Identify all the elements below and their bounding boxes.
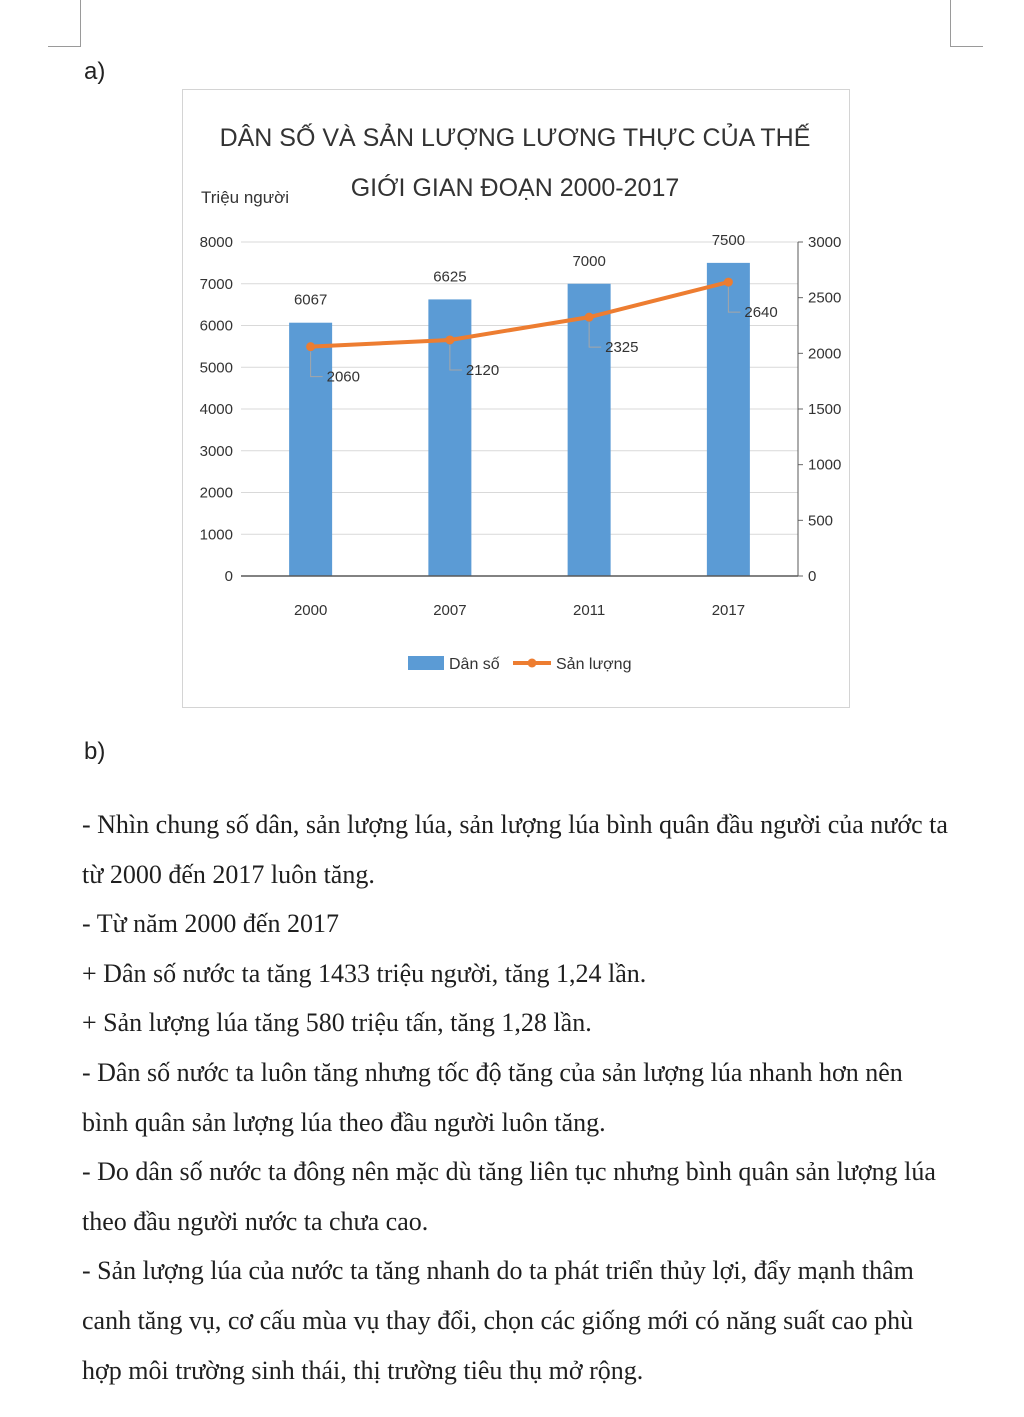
chart-container xyxy=(182,89,850,708)
line-value-label: 2325 xyxy=(605,339,639,357)
y-tick-label: 3000 xyxy=(199,442,233,460)
series-line xyxy=(311,282,729,347)
line-point xyxy=(306,342,315,351)
y-tick-label: 8000 xyxy=(199,234,233,251)
page-corner-mark-left xyxy=(48,0,81,47)
section-a-label: a) xyxy=(84,58,106,85)
line-value-label: 2060 xyxy=(326,368,360,386)
line-point xyxy=(724,278,733,287)
line-point xyxy=(585,313,594,322)
chart-title-line2: GIỚI GIAN ĐOẠN 2000-2017 xyxy=(350,174,680,202)
legend-bar-label: Dân số xyxy=(449,656,500,673)
x-tick-label: 2017 xyxy=(711,602,746,619)
x-tick-label: 2000 xyxy=(293,602,328,619)
combo-chart xyxy=(183,90,849,707)
note-line: - Dân số nước ta luôn tăng nhưng tốc độ tăng của sản lượng lúa nhanh hơn nên bình quân sản lượng lúa theo đầu người luôn tăng. xyxy=(82,1057,903,1137)
bar-series xyxy=(289,263,750,576)
note-line: + Sản lượng lúa tăng 580 triệu tấn, tăng 1,28 lần. xyxy=(82,1008,592,1038)
y-tick-label: 4000 xyxy=(199,401,233,418)
note-line: - Sản lượng lúa của nước ta tăng nhanh do ta phát triển thủy lợi, đẩy mạnh thâm canh tăng vụ, cơ cấu mùa vụ thay đổi, chọn các giống mới có năng suất cao phù hợp môi trường sinh thái, thị trường tiêu thụ mở rộng. xyxy=(82,1256,914,1385)
bar-value-label: 7500 xyxy=(711,231,746,249)
bar-value-label: 6625 xyxy=(433,268,467,286)
y2-tick-label: 1000 xyxy=(808,456,842,474)
y-tick-label: 0 xyxy=(224,568,233,585)
bar-value-label: 6067 xyxy=(293,291,328,309)
note-line: - Nhìn chung số dân, sản lượng lúa, sản lượng lúa bình quân đầu người của nước ta từ 2000 đến 2017 luôn tăng. xyxy=(82,810,948,889)
y2-tick-label: 3000 xyxy=(808,234,842,251)
note-line: - Từ năm 2000 đến 2017 xyxy=(82,909,339,939)
y-tick-label: 1000 xyxy=(199,526,233,544)
line-point xyxy=(445,335,454,344)
legend-bar-swatch xyxy=(408,656,444,670)
line-value-label: 2640 xyxy=(744,304,778,322)
y2-tick-label: 1500 xyxy=(808,401,842,418)
legend xyxy=(408,656,631,673)
y-tick-label: 6000 xyxy=(199,317,233,335)
y2-tick-label: 2500 xyxy=(808,289,842,307)
y2-tick-label: 0 xyxy=(808,568,817,585)
line-value-label: 2120 xyxy=(465,361,500,379)
x-tick-label: 2007 xyxy=(433,602,467,619)
y-tick-label: 5000 xyxy=(199,359,233,377)
legend-line-label: Sản lượng xyxy=(556,656,632,673)
y-tick-label: 7000 xyxy=(199,275,233,293)
line-series xyxy=(306,278,733,352)
legend-line-marker xyxy=(528,659,537,668)
section-b-label: b) xyxy=(84,738,106,765)
x-tick-label: 2011 xyxy=(572,602,606,619)
bar-value-label: 7000 xyxy=(572,252,606,270)
note-line: + Dân số nước ta tăng 1433 triệu người, tăng 1,24 lần. xyxy=(82,958,647,988)
y2-tick-label: 2000 xyxy=(808,345,842,363)
analysis-notes xyxy=(82,800,954,1395)
y-tick-label: 2000 xyxy=(199,484,233,502)
note-line: - Do dân số nước ta đông nên mặc dù tăng liên tục nhưng bình quân sản lượng lúa theo đầu người nước ta chưa cao. xyxy=(82,1157,936,1236)
chart-title-line1: DÂN SỐ VÀ SẢN LƯỢNG LƯƠNG THỰC CỦA THẾ xyxy=(219,124,811,152)
y2-tick-label: 500 xyxy=(808,512,834,530)
data-labels xyxy=(294,232,778,386)
y-axis-title: Triệu người xyxy=(201,188,290,207)
page-corner-mark-right xyxy=(950,0,983,47)
